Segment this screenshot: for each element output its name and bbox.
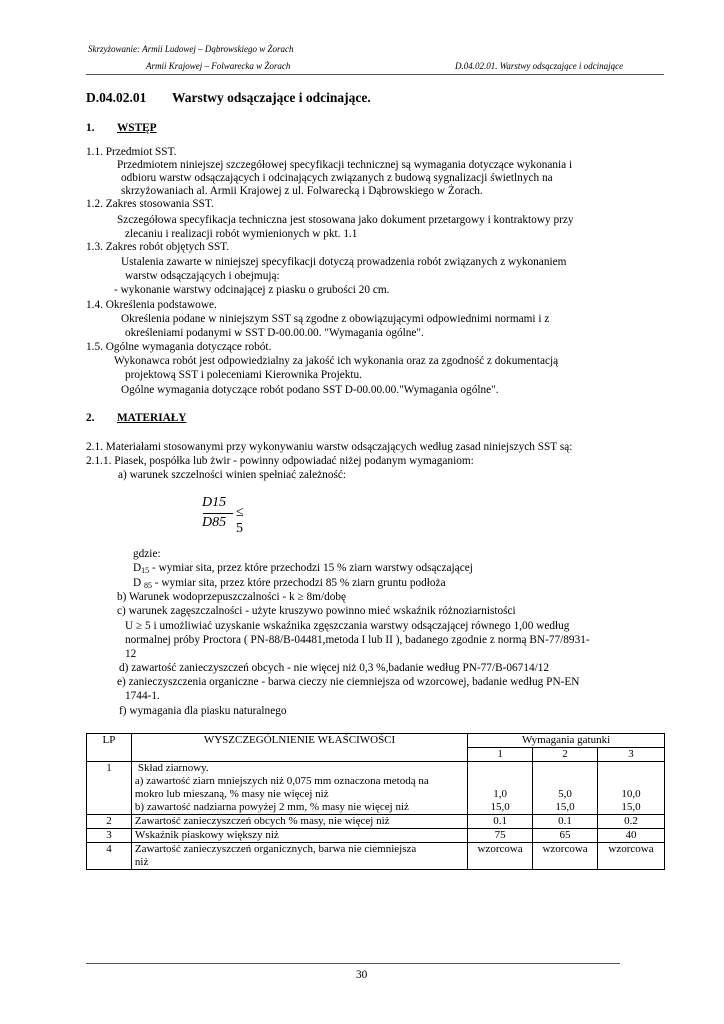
table-row: 4 Zawartość zanieczyszczeń organicznych, barwa nie ciemniejsza niż wzorcowa wzorcowa wzorcowa (87, 843, 665, 870)
s2-line: a) warunek szczelności winien spełniać zależność: (118, 469, 347, 481)
header-requirements: Wymagania gatunki (468, 734, 665, 748)
s2-line: b) Warunek wodoprzepuszczalności - k ≥ 8m/dobę (117, 591, 347, 603)
s2-line: normalnej próby Proctora ( PN-88/B-04481,metoda I lub II ), badanego zgodnie z normą BN-77/8931- (125, 634, 590, 646)
page-title: Warstwy odsączające i odcinające. (172, 90, 371, 105)
s1-line: Szczegółowa specyfikacja techniczna jest stosowana jako dokument przetargowy i kontraktowy przy (117, 214, 574, 226)
section-2-heading: MATERIAŁY (117, 412, 187, 424)
s1-line: 1.4. Określenia podstawowe. (86, 299, 217, 311)
s1-line: Ustalenia zawarte w niniejszej specyfikacji dotyczą prowadzenia robót związanych z wykonaniem (121, 256, 567, 268)
s2-line: f) wymagania dla piasku naturalnego (119, 705, 287, 717)
grade-2: 2 (533, 748, 598, 762)
s1-line: Przedmiotem niniejszej szczegółowej specyfikacji technicznej są wymagania dotyczące wykonania i (117, 159, 573, 171)
formula-denominator: D85 (202, 515, 227, 530)
row-value-3: 10,0 15,0 (598, 762, 665, 815)
section-2-number: 2. (86, 412, 95, 424)
row-property: Skład ziarnowy. a) zawartość ziarn mniejszych niż 0,075 mm oznaczona metodą na mokro lub mieszaną, % masy nie więcej niż b) zawartość nadziarna powyżej 2 mm, % masy nie więcej niż (131, 762, 467, 815)
header-properties: WYSZCZEGÓLNIENIE WŁAŚCIWOŚCI (131, 734, 467, 762)
s1-line: 1.3. Zakres robót objętych SST. (86, 241, 230, 253)
row-value-2: 5,0 15,0 (533, 762, 598, 815)
row-property: Zawartość zanieczyszczeń obcych % masy, nie więcej niż (131, 815, 467, 829)
s1-line: Wykonawca robót jest odpowiedzialny za jakość ich wykonania oraz za zgodność z dokumentacją (114, 355, 559, 367)
grade-1: 1 (468, 748, 533, 762)
table-row (87, 762, 665, 815)
gdzie-label: gdzie: (133, 548, 161, 560)
s1-line: Ogólne wymagania dotyczące robót podano SST D-00.00.00."Wymagania ogólne". (121, 384, 499, 396)
s2-line: e) zanieczyszczenia organiczne - barwa cieczy nie ciemniejsza od wzorcowej, badanie według PN-EN (117, 676, 580, 688)
formula-numerator: D15 (202, 495, 227, 510)
footer-rule (86, 963, 620, 964)
header-doc-code: D.04.02.01. Warstwy odsączające i odcinające (455, 61, 624, 71)
header-rule (86, 74, 664, 75)
row-property: Zawartość zanieczyszczeń organicznych, barwa nie ciemniejsza niż (131, 843, 467, 870)
s1-line: warstw odsączających i obejmują: (125, 270, 280, 282)
table-row: 2 Zawartość zanieczyszczeń obcych % masy, nie więcej niż 0.1 0.1 0.2 (87, 815, 665, 829)
s1-line: skrzyżowaniach al. Armii Krajowej z ul. Folwarecką i Dąbrowskiego w Żorach. (121, 185, 483, 197)
s2-line: c) warunek zagęszczalności - użyte kruszywo powinno mieć wskaźnik różnoziarnistości (117, 605, 516, 617)
row-lp: 1 (87, 762, 132, 815)
s1-line: określeniami podanymi w SST D-00.00.00. "Wymagania ogólne". (125, 327, 424, 339)
s1-line: zlecaniu i realizacji robót wymienionych w pkt. 1.1 (125, 228, 358, 240)
s2-line: 2.1. Materiałami stosowanymi przy wykonywaniu warstw odsączających według zasad niniejszych SST są: (86, 441, 573, 453)
header-lp: LP (87, 734, 132, 762)
section-1-number: 1. (86, 122, 95, 134)
row-property: Wskaźnik piaskowy większy niż (131, 829, 467, 843)
spec-code: D.04.02.01 (86, 90, 147, 105)
s1-line: Określenia podane w niniejszym SST są zgodne z obowiązującymi odpowiednimi normami i z (121, 313, 550, 325)
s1-line: 1.1. Przedmiot SST. (86, 146, 177, 158)
s2-line: U ≥ 5 i umożliwiać uzyskanie wskaźnika zgęszczania warstwy odsączającej równego 1,00 według (125, 620, 570, 632)
s2-line: 1744-1. (125, 690, 160, 702)
header-line-2: Armii Krajowej – Folwarecka w Żorach (146, 61, 291, 71)
s1-line: - wykonanie warstwy odcinającej z piasku o grubości 20 cm. (114, 284, 390, 296)
d85-definition: D $_{85}$ - wymiar sita, przez które przechodzi 85 % ziarn gruntu podłoża (133, 577, 446, 590)
grade-3: 3 (598, 748, 665, 762)
row-value-1: 1,0 15,0 (468, 762, 533, 815)
page-number: 30 (356, 969, 368, 981)
d15-definition: $D_{15}$ - wymiar sita, przez które przechodzi 15 % ziarn warstwy odsączającej (133, 562, 473, 575)
table-row: 3 Wskaźnik piaskowy większy niż 75 65 40 (87, 829, 665, 843)
header-line-1: Skrzyżowanie: Armii Ludowej – Dąbrowskiego w Żorach (88, 44, 294, 54)
s1-line: odbioru warstw odsączających i odcinających związanych z budową sygnalizacji świetlnych na (121, 172, 553, 184)
s2-line: d) zawartość zanieczyszczeń obcych - nie więcej niż 0,3 %,badanie według PN-77/B-06714/12 (119, 662, 550, 674)
s1-line: projektową SST i poleceniami Kierownika Projektu. (125, 369, 362, 381)
fraction-bar (203, 513, 233, 514)
table-header-row (87, 734, 665, 748)
section-1-heading: WSTĘP (117, 122, 157, 134)
s1-line: 1.5. Ogólne wymagania dotyczące robót. (86, 341, 272, 353)
s1-line: 1.2. Zakres stosowania SST. (86, 198, 214, 210)
s2-line: 2.1.1. Piasek, pospółka lub żwir - powinny odpowiadać niżej podanym wymaganiom: (86, 455, 474, 467)
formula-relation: ≤ 5 (236, 505, 244, 536)
sand-requirements-table (86, 733, 665, 870)
s2-line: 12 (125, 648, 137, 660)
